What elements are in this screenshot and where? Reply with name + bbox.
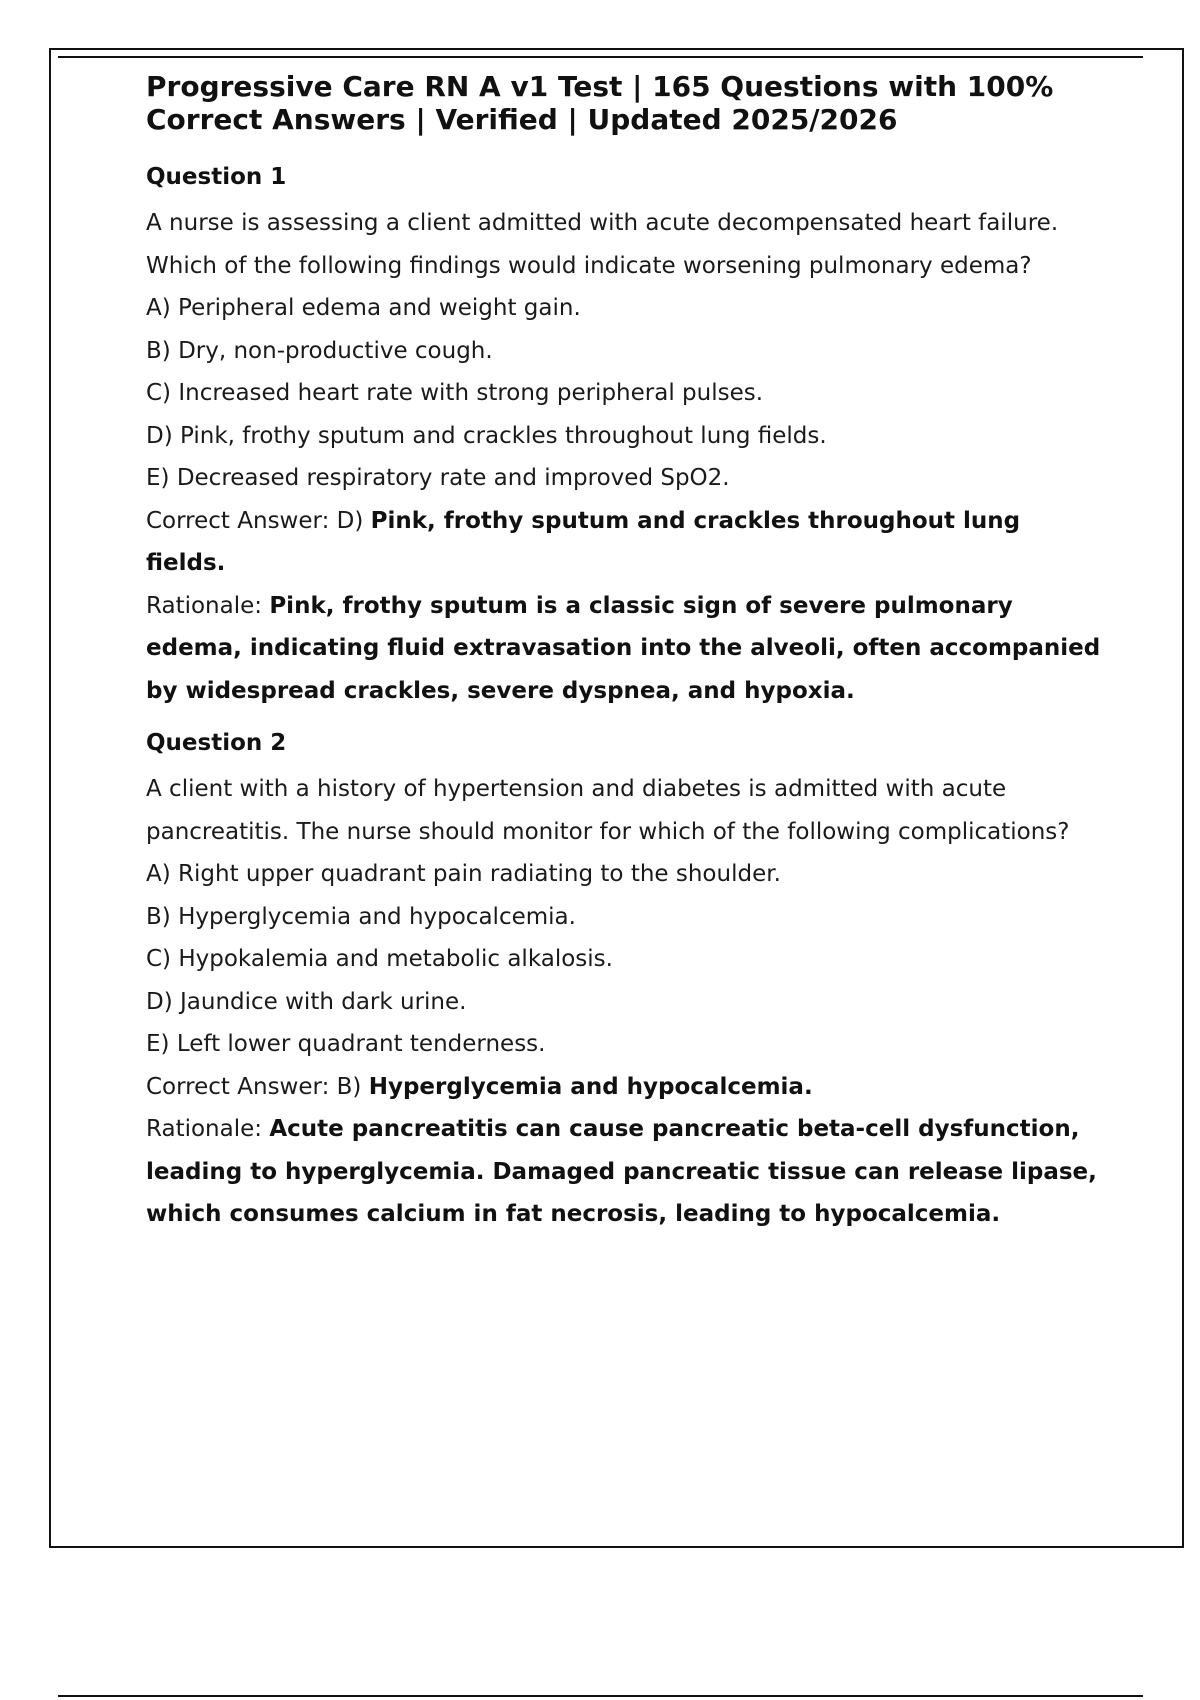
- correct-answer-label: Correct Answer: D): [146, 507, 364, 534]
- correct-answer-label: Correct Answer: B): [146, 1073, 362, 1100]
- correct-answer: [146, 1066, 1106, 1109]
- rationale-label: Rationale:: [146, 592, 263, 619]
- rationale: [146, 1108, 1106, 1236]
- option-d: D) Pink, frothy sputum and crackles throughout lung fields.: [146, 422, 827, 449]
- option-d: D) Jaundice with dark urine.: [146, 988, 467, 1015]
- rationale: [146, 585, 1106, 713]
- footer-rule: [58, 1695, 1143, 1697]
- question-stem: A nurse is assessing a client admitted with acute decompensated heart failure. Which of the following findings would indicate worsening pulmonary edema?: [146, 210, 1059, 279]
- option-b: B) Hyperglycemia and hypocalcemia.: [146, 903, 576, 930]
- correct-answer-text: Hyperglycemia and hypocalcemia.: [368, 1073, 813, 1100]
- option-e: E) Decreased respiratory rate and improved SpO2.: [146, 465, 730, 491]
- question-stem: A client with a history of hypertension and diabetes is admitted with acute pancreatitis. The nurse should monitor for which of the following complications?: [146, 776, 1070, 845]
- option-a: A) Right upper quadrant pain radiating to the shoulder.: [146, 861, 781, 887]
- question-2: [146, 728, 1106, 1236]
- rationale-text: Pink, frothy sputum is a classic sign of severe pulmonary edema, indicating fluid extravasation into the alveoli, often accompanied by widespread crackles, severe dyspnea, and hypoxia.: [146, 592, 1101, 704]
- correct-answer-text: Pink, frothy sputum and crackles throughout lung fields.: [146, 507, 1021, 576]
- option-b: B) Dry, non-productive cough.: [146, 337, 493, 364]
- question-heading: Question 2: [146, 730, 287, 756]
- question-1: [146, 162, 1106, 712]
- question-heading: Question 1: [146, 164, 287, 190]
- document-content: [146, 70, 1106, 1252]
- correct-answer: [146, 500, 1106, 585]
- option-c: C) Hypokalemia and metabolic alkalosis.: [146, 946, 613, 972]
- option-e: E) Left lower quadrant tenderness.: [146, 1031, 546, 1057]
- header-rule: [58, 56, 1143, 58]
- option-a: A) Peripheral edema and weight gain.: [146, 295, 581, 321]
- document-title: Progressive Care RN A v1 Test | 165 Questions with 100% Correct Answers | Verified | Updated 2025/2026: [146, 70, 1054, 136]
- rationale-text: Acute pancreatitis can cause pancreatic beta-cell dysfunction, leading to hyperglycemia. Damaged pancreatic tissue can release lipase, which consumes calcium in fat necrosis, leading to hypocalcemia.: [146, 1116, 1097, 1227]
- option-c: C) Increased heart rate with strong peripheral pulses.: [146, 380, 764, 406]
- rationale-label: Rationale:: [146, 1116, 263, 1142]
